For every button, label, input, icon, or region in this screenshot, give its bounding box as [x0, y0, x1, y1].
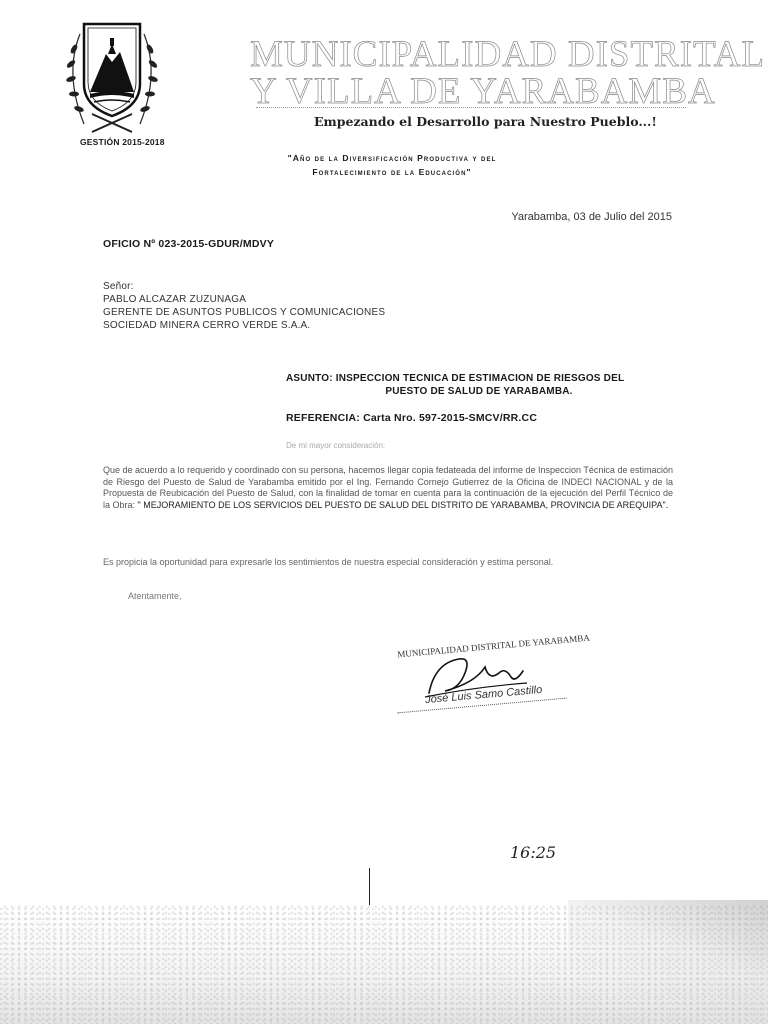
oficio-number: OFICIO Nº 023-2015-GDUR/MDVY	[103, 238, 275, 250]
sign-off: Atentamente,	[128, 591, 182, 601]
body-emphasis: " MEJORAMIENTO DE LOS SERVICIOS DEL PUESTO DE SALUD DEL DISTRITO DE YARABAMBA, PROVINCIA DE AREQUIPA".	[137, 499, 669, 510]
scan-shadow	[568, 900, 768, 1024]
year-motto	[232, 151, 552, 179]
asunto-line1: ASUNTO: INSPECCION TECNICA DE ESTIMACION DE RIESGOS DEL	[286, 373, 625, 384]
recipient-name: PABLO ALCAZAR ZUZUNAGA	[103, 294, 247, 305]
referencia: REFERENCIA: Carta Nro. 597-2015-SMCV/RR.CC	[286, 412, 538, 424]
recipient-block	[103, 280, 385, 332]
municipality-title-line2: Y VILLA DE YARABAMBA	[250, 71, 716, 112]
salutation: Señor:	[103, 281, 134, 292]
municipality-title-line1: MUNICIPALIDAD DISTRITAL	[250, 34, 766, 75]
recipient-company: SOCIEDAD MINERA CERRO VERDE S.A.A.	[103, 320, 311, 331]
handwritten-note: 16:25	[510, 843, 557, 862]
header-divider	[256, 107, 686, 108]
greeting: De mi mayor consideración:	[286, 441, 386, 450]
municipal-crest-icon	[62, 14, 162, 136]
letter-date: Yarabamba, 03 de Julio del 2015	[511, 211, 672, 223]
slogan: Empezando el Desarrollo para Nuestro Pueblo...!	[314, 114, 657, 129]
body-text: Que de acuerdo a lo requerido y coordinado con su persona, hacemos llegar copia fedateada del informe de Inspeccion Técnica de estimación de Riesgo del Puesto de Salud de Yarabamba emitido por el Ing. Fernando Cornejo Gutierrez de la Oficina de INDECI NACIONAL y de la Propuesta de Reubicación del Puesto de Salud, con la finalidad de tomar en cuenta para la continuación de la ejecución del Perfil Técnico de la Obra:	[103, 465, 673, 510]
body-paragraph	[103, 465, 673, 511]
official-stamp	[395, 632, 591, 715]
stamp-signer: José Luis Samo Castillo	[424, 683, 543, 707]
asunto-block	[286, 372, 672, 398]
recipient-title: GERENTE DE ASUNTOS PUBLICOS Y COMUNICACIONES	[103, 307, 386, 318]
closing-paragraph: Es propicia la oportunidad para expresarle los sentimientos de nuestra especial consideración y estima personal.	[103, 557, 554, 567]
year-motto-line2: Fortalecimiento de la Educación"	[312, 167, 472, 177]
gestion-label: GESTIÓN 2015-2018	[80, 137, 165, 147]
asunto-line2: PUESTO DE SALUD DE YARABAMBA.	[385, 386, 573, 397]
municipality-title	[250, 34, 766, 112]
stamp-institution: MUNICIPALIDAD DISTRITAL DE YARABAMBA	[396, 632, 591, 660]
year-motto-line1: "Año de la Diversificación Productiva y del	[287, 153, 497, 163]
